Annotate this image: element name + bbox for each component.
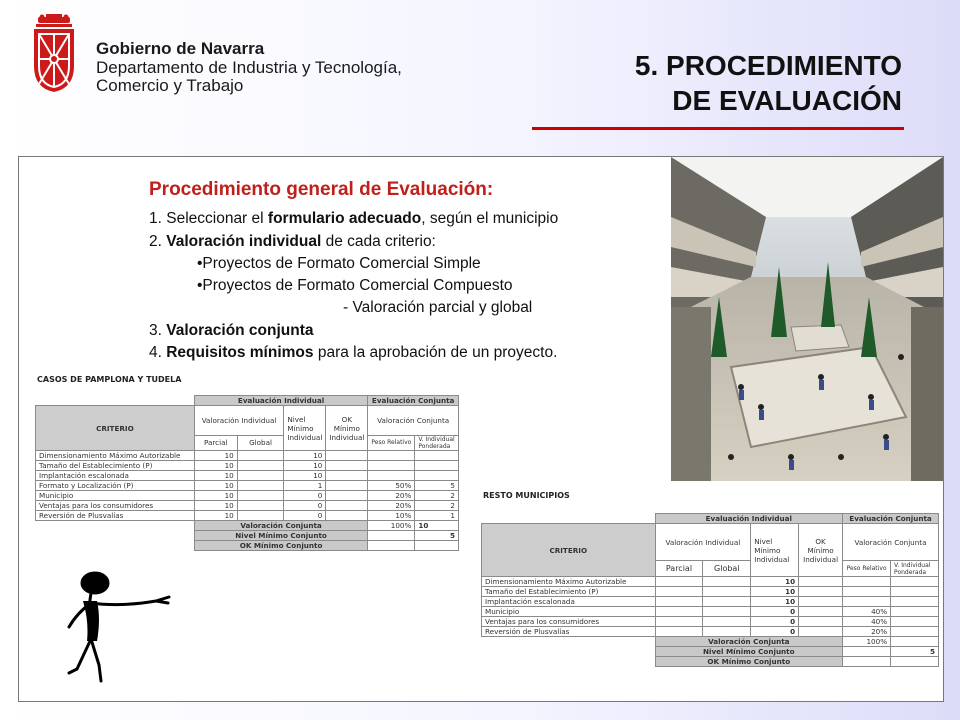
- table2-cell-empty: [655, 627, 703, 637]
- resto-municipios-table: [481, 513, 939, 667]
- table2-ok-minimo: OK Mínimo Individual: [799, 524, 843, 577]
- table2-foot-conjunta: Valoración Conjunta: [655, 637, 843, 647]
- step-1: [149, 210, 558, 228]
- table1-cell-vip: 5: [415, 481, 459, 491]
- table1-cell-parcial: 10: [194, 451, 237, 461]
- table1-foot-conjunta-value: 10: [415, 521, 459, 531]
- table2-cell-empty: [891, 617, 939, 627]
- table2-cell-empty: [891, 607, 939, 617]
- table2-cell-empty: [655, 607, 703, 617]
- organization-name: [96, 40, 402, 96]
- table2-cell-name: Reversión de Plusvalías: [482, 627, 656, 637]
- table1-cell-parcial: 10: [194, 471, 237, 481]
- table1-foot-conjunta: Valoración Conjunta: [194, 521, 368, 531]
- table1-cell-peso: 20%: [368, 501, 415, 511]
- table2-cell-empty: [891, 577, 939, 587]
- table2-caption: RESTO MUNICIPIOS: [483, 491, 570, 500]
- table1-cell-vip: 1: [415, 511, 459, 521]
- table2-cell-empty: [655, 597, 703, 607]
- table2-val-individual: Valoración Individual: [655, 524, 751, 561]
- table2-cell-nivel: 10: [751, 587, 799, 597]
- org-line-3: Comercio y Trabajo: [96, 76, 244, 96]
- table2-val-conjunta: Valoración Conjunta: [843, 524, 939, 561]
- table1-global: Global: [237, 435, 284, 450]
- table1-cell-name: Formato y Localización (P): [36, 481, 195, 491]
- table1-cell-ok: [326, 481, 368, 491]
- table2-header-conjunta: Evaluación Conjunta: [843, 514, 939, 524]
- table1-peso-relativo: Peso Relativo: [368, 435, 415, 450]
- table1-cell-parcial: 10: [194, 491, 237, 501]
- table2-cell-peso: 20%: [843, 627, 891, 637]
- table1-foot-nivel-value: 5: [415, 531, 459, 541]
- table1-cell-parcial: 10: [194, 461, 237, 471]
- table-row: [482, 577, 939, 587]
- step-4-suffix: para la aprobación de un proyecto.: [313, 344, 558, 361]
- pamplona-tudela-table: [35, 395, 459, 551]
- pointing-stick-figure: [61, 569, 171, 689]
- table1-cell-ok: [326, 461, 368, 471]
- table1-cell-ok: [326, 511, 368, 521]
- table1-cell-parcial: 10: [194, 511, 237, 521]
- step-4-bold: Requisitos mínimos: [166, 344, 314, 361]
- table2-cell-empty: [655, 587, 703, 597]
- table2-foot-nivel: Nivel Mínimo Conjunto: [655, 647, 843, 657]
- org-line-1: Gobierno de Navarra: [96, 39, 265, 58]
- table1-v-individual: V. Individual Ponderada: [415, 435, 459, 450]
- table1-cell-global: [237, 491, 284, 501]
- table1-cell-name: Municipio: [36, 491, 195, 501]
- table2-cell-name: Municipio: [482, 607, 656, 617]
- table1-parcial: Parcial: [194, 435, 237, 450]
- table2-cell-empty: [799, 587, 843, 597]
- table1-cell-peso: [368, 471, 415, 481]
- table2-cell-peso: [843, 577, 891, 587]
- table-row: [36, 461, 459, 471]
- table1-cell-peso: [368, 451, 415, 461]
- step-3-bold: Valoración conjunta: [166, 322, 314, 339]
- table2-cell-empty: [655, 577, 703, 587]
- table-row: [482, 597, 939, 607]
- table2-peso-relativo: Peso Relativo: [843, 561, 891, 577]
- table2-header-individual: Evaluación Individual: [655, 514, 843, 524]
- table1-criterio-header: CRITERIO: [36, 406, 195, 451]
- table-row: [36, 451, 459, 461]
- table2-cell-empty: [799, 627, 843, 637]
- navarra-coat-of-arms-logo: [26, 14, 82, 94]
- bullet-compound-format: •Proyectos de Formato Comercial Compuesto: [197, 277, 513, 294]
- table2-cell-peso: [843, 587, 891, 597]
- step-4-prefix: 4.: [149, 344, 167, 361]
- table2-cell-empty: [799, 597, 843, 607]
- table1-cell-vip: 2: [415, 501, 459, 511]
- table2-v-individual: V. Individual Ponderada: [891, 561, 939, 577]
- table2-criterio-header: CRITERIO: [482, 524, 656, 577]
- table2-cell-nivel: 0: [751, 617, 799, 627]
- table1-cell-nivel: 10: [284, 471, 326, 481]
- table2-cell-empty: [703, 597, 751, 607]
- table1-cell-nivel: 0: [284, 501, 326, 511]
- step-2-bold: Valoración individual: [166, 233, 322, 250]
- table-row: [482, 627, 939, 637]
- table2-cell-peso: [843, 597, 891, 607]
- table-row: [36, 481, 459, 491]
- table2-cell-empty: [891, 597, 939, 607]
- table2-cell-name: Ventajas para los consumidores: [482, 617, 656, 627]
- table1-caption: CASOS DE PAMPLONA Y TUDELA: [37, 375, 182, 384]
- table2-cell-empty: [703, 607, 751, 617]
- table1-cell-name: Dimensionamiento Máximo Autorizable: [36, 451, 195, 461]
- step-2-prefix: 2.: [149, 233, 167, 250]
- table1-cell-peso: 10%: [368, 511, 415, 521]
- table1-cell-nivel: 0: [284, 511, 326, 521]
- table2-cell-name: Dimensionamiento Máximo Autorizable: [482, 577, 656, 587]
- table2-foot-conjunta-peso: 100%: [843, 637, 891, 647]
- table2-cell-empty: [799, 607, 843, 617]
- step-3: [149, 322, 314, 340]
- step-4: [149, 344, 557, 362]
- step-1-bold: formulario adecuado: [267, 210, 422, 227]
- table-row: [482, 587, 939, 597]
- bullet-simple-format: •Proyectos de Formato Comercial Simple: [197, 255, 481, 272]
- table1-cell-global: [237, 501, 284, 511]
- table1-foot-conjunta-peso: 100%: [368, 521, 415, 531]
- table1-header-individual: Evaluación Individual: [194, 396, 368, 406]
- table2-cell-empty: [891, 587, 939, 597]
- table1-cell-ok: [326, 491, 368, 501]
- table1-cell-name: Tamaño del Establecimiento (P): [36, 461, 195, 471]
- table1-cell-ok: [326, 451, 368, 461]
- table2-cell-empty: [703, 627, 751, 637]
- table2-parcial: Parcial: [655, 561, 703, 577]
- step-2-suffix: de cada criterio:: [321, 233, 436, 250]
- table2-cell-empty: [703, 577, 751, 587]
- table1-cell-vip: [415, 471, 459, 481]
- table2-foot-nivel-value: 5: [891, 647, 939, 657]
- table-row: [36, 501, 459, 511]
- table1-cell-global: [237, 461, 284, 471]
- table2-cell-empty: [799, 577, 843, 587]
- table2-cell-peso: 40%: [843, 617, 891, 627]
- table1-cell-vip: 2: [415, 491, 459, 501]
- step-2: [149, 233, 436, 251]
- table-row: [36, 491, 459, 501]
- table1-cell-name: Reversión de Plusvalías: [36, 511, 195, 521]
- table1-cell-vip: [415, 451, 459, 461]
- table1-cell-global: [237, 481, 284, 491]
- step-1-suffix: , según el municipio: [421, 210, 559, 227]
- table2-cell-name: Tamaño del Establecimiento (P): [482, 587, 656, 597]
- table-row: [482, 617, 939, 627]
- table2-cell-empty: [703, 587, 751, 597]
- table2-cell-nivel: 10: [751, 577, 799, 587]
- slide-title-line-1: 5. PROCEDIMIENTO: [634, 50, 902, 81]
- table1-cell-peso: 20%: [368, 491, 415, 501]
- table2-cell-name: Implantación escalonada: [482, 597, 656, 607]
- table2-global: Global: [703, 561, 751, 577]
- org-line-2: Departamento de Industria y Tecnología,: [96, 57, 402, 77]
- table-row: [36, 471, 459, 481]
- slide-title: [635, 48, 902, 118]
- table2-nivel-minimo: Nivel Mínimo Individual: [751, 524, 799, 577]
- table1-cell-name: Implantación escalonada: [36, 471, 195, 481]
- table1-ok-minimo: OK Mínimo Individual: [326, 406, 368, 451]
- step-3-prefix: 3.: [149, 322, 167, 339]
- table1-cell-parcial: 10: [194, 481, 237, 491]
- table1-nivel-minimo: Nivel Mínimo Individual: [284, 406, 326, 451]
- table2-cell-nivel: 0: [751, 607, 799, 617]
- table1-cell-ok: [326, 471, 368, 481]
- step-1-prefix: 1. Seleccionar el: [149, 210, 268, 227]
- content-panel: [18, 156, 944, 702]
- title-underline: [532, 127, 904, 130]
- table1-cell-global: [237, 471, 284, 481]
- table1-val-conjunta: Valoración Conjunta: [368, 406, 459, 436]
- table1-cell-vip: [415, 461, 459, 471]
- shopping-mall-photo: [671, 157, 943, 481]
- table1-foot-ok: OK Mínimo Conjunto: [194, 541, 368, 551]
- table1-cell-peso: 50%: [368, 481, 415, 491]
- table1-cell-peso: [368, 461, 415, 471]
- procedure-heading: Procedimiento general de Evaluación:: [149, 179, 494, 200]
- table1-cell-ok: [326, 501, 368, 511]
- table1-val-individual: Valoración Individual: [194, 406, 284, 436]
- table-row: [36, 511, 459, 521]
- table2-cell-empty: [799, 617, 843, 627]
- table1-foot-nivel: Nivel Mínimo Conjunto: [194, 531, 368, 541]
- table1-cell-global: [237, 451, 284, 461]
- table2-cell-nivel: 10: [751, 597, 799, 607]
- slide-title-line-2: DE EVALUACIÓN: [672, 85, 902, 116]
- table1-cell-parcial: 10: [194, 501, 237, 511]
- table2-cell-peso: 40%: [843, 607, 891, 617]
- table-row: [482, 607, 939, 617]
- table1-cell-nivel: 0: [284, 491, 326, 501]
- table2-cell-nivel: 0: [751, 627, 799, 637]
- table1-header-conjunta: Evaluación Conjunta: [368, 396, 459, 406]
- table1-cell-nivel: 1: [284, 481, 326, 491]
- table1-cell-nivel: 10: [284, 461, 326, 471]
- table1-cell-name: Ventajas para los consumidores: [36, 501, 195, 511]
- table2-cell-empty: [655, 617, 703, 627]
- table2-cell-empty: [891, 627, 939, 637]
- table1-cell-global: [237, 511, 284, 521]
- sub-item-partial-global: - Valoración parcial y global: [343, 299, 533, 316]
- table2-cell-empty: [703, 617, 751, 627]
- table2-foot-ok: OK Mínimo Conjunto: [655, 657, 843, 667]
- table1-cell-nivel: 10: [284, 451, 326, 461]
